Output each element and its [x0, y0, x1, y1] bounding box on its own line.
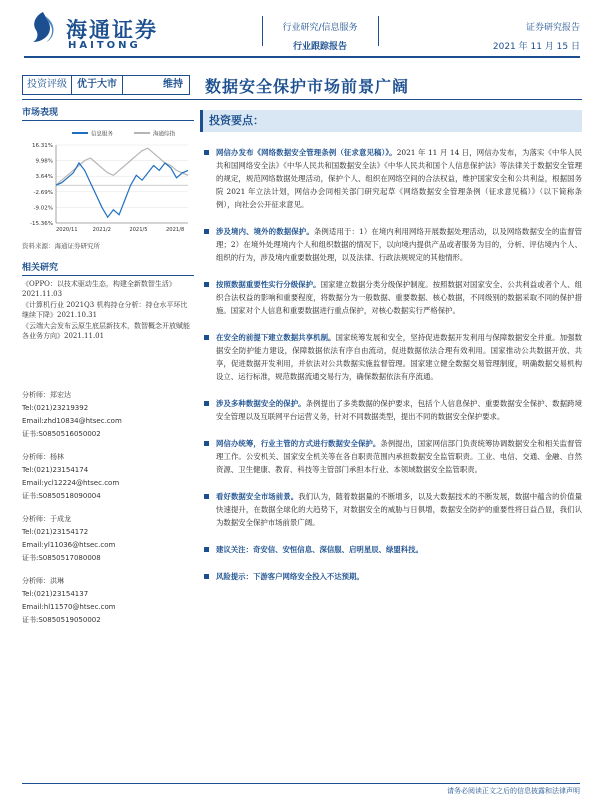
x-tick-label: 2021/5	[129, 227, 148, 233]
analyst-email[interactable]: Email:yl11036@htsec.com	[22, 541, 116, 549]
analyst-name: 分析师：洪琳	[22, 577, 64, 585]
header-date: 2021 年 11 月 15 日	[492, 42, 580, 52]
x-tick-label: 2021/2	[92, 227, 111, 233]
x-tick-label: 2021/8	[166, 227, 185, 233]
y-tick-label: 9.98%	[35, 158, 53, 165]
y-tick-label: 3.64%	[35, 174, 53, 181]
key-point-lead: 看好数据安全市场前景。	[216, 492, 299, 501]
analyst-card	[22, 575, 192, 627]
analyst-email[interactable]: Email:ycl12224@htsec.com	[22, 479, 120, 487]
analyst-cert: 证书:S0850518090004	[22, 492, 101, 500]
series-line	[56, 163, 188, 217]
logo-text-cn: 海通证券	[66, 17, 158, 42]
series-line	[56, 148, 188, 185]
analyst-email[interactable]: Email:zhd10834@htsec.com	[22, 417, 122, 425]
key-point	[200, 397, 582, 423]
related-research-item[interactable]: 《云端大会发布云原生底层新技术，数智概念开放赋能各业务方向》2021.11.01	[22, 322, 190, 340]
analyst-email[interactable]: Email:hl11570@htsec.com	[22, 603, 116, 611]
analyst-name: 分析师：郑宏达	[22, 391, 71, 399]
key-point-lead: 网信办统筹，行业主管的方式进行数据安全保护。	[216, 439, 381, 448]
analyst-card	[22, 513, 192, 565]
related-research-item[interactable]: 《OPPO：以技术驱动生态，构建全新数智生活》2021.11.03	[22, 280, 176, 298]
analyst-tel: Tel:(021)23154174	[22, 466, 89, 474]
market-chart-svg	[22, 127, 194, 235]
analyst-tel: Tel:(021)23154137	[22, 590, 89, 598]
title-rule	[22, 99, 582, 100]
x-tick-label: 2020/11	[56, 227, 78, 233]
key-point-text: 国家统筹发展和安全，坚持促进数据开发利用与保障数据安全并重。加强数据安全防护能力建设，保障数据依法有序自由流动，促进数据依法合理有效利用。国家推动公共数据开放、共享，促进数据开发利用，并依法对公共数据实施监督管理。国家建立健全数据交易管理制度，明确数据交易机构设立、运行标准，规范数据流通交易行为，确保数据依法有序流通。	[216, 333, 582, 381]
logo-mark-icon	[28, 10, 58, 44]
related-research-list	[22, 279, 194, 341]
header-divider	[262, 16, 263, 46]
market-performance-chart	[22, 127, 194, 235]
key-point	[200, 570, 582, 583]
header-divider	[378, 16, 379, 46]
key-point	[200, 490, 582, 529]
footer-disclaimer: 请务必阅读正文之后的信息披露和法律声明	[447, 787, 580, 795]
key-point-text: 2021 年 11 月 14 日，网信办发布，为落实《中华人民共和国网络安全法》《中华人民共和国数据安全法》《中华人民共和国个人信息保护法》等法律关于数据安全管理的规定，规范网络数据处理活动，保护个人、组织在网络空间的合法权益，维护国家安全和公共利益，根据国务院 2021 年立法计划，网信办会同相关部门研究起草《网络数据安全管理条例（征求意见稿）》（以下简称条例），向社会公开征求意见。	[216, 148, 582, 209]
key-point-lead: 建议关注：奇安信、安恒信息、深信服、启明星辰、绿盟科技。	[216, 545, 423, 554]
header-meta-block	[450, 20, 580, 52]
header-rule	[24, 56, 580, 58]
rating-label: 投资评级	[23, 76, 72, 94]
y-tick-label: -9.02%	[33, 205, 53, 212]
company-logo	[28, 10, 188, 50]
analyst-cert: 证书:S0850517080008	[22, 554, 101, 562]
related-research	[22, 260, 194, 341]
analyst-card	[22, 389, 192, 441]
analyst-name: 分析师：于成龙	[22, 515, 71, 523]
legend-label: 信息服务	[91, 131, 114, 138]
key-point-text: 条例提出，国家网信部门负责统筹协调数据安全和相关监督管理工作。公安机关、国家安全机关等在各自职责范围内承担数据安全监管职责。工业、电信、交通、金融、自然资源、卫生健康、教育、科技等主管部门承担本行业、本领域数据安全监管职责。	[216, 439, 582, 474]
key-point-text: 我们认为，随着数据量的不断增多，以及大数据技术的不断发展，数据中蕴含的价值量快速提升，在数据全球化的大趋势下，对数据安全的威胁与日俱增，数据安全防护的重要性将日益凸显，我们认为数据安全保护市场前景广阔。	[216, 492, 582, 527]
header-category: 行业研究/信息服务	[282, 23, 358, 33]
market-performance-label: 市场表现	[22, 105, 194, 121]
key-point	[200, 437, 582, 476]
key-point-lead: 涉及境内、境外的数据保护。	[216, 227, 314, 236]
y-tick-label: -2.69%	[33, 189, 53, 196]
rating-value: 优于大市	[72, 76, 123, 94]
key-point-text: 条例适用于：1）在境内利用网络开展数据处理活动，以及网络数据安全的监督管理；2）在境外处理境内个人和组织数据的情况下，以向境内提供产品或者服务为目的，分析、评估境内个人、组织的行为，涉及境内重要数据处理，以及法律、行政法规规定的其他情形。	[216, 227, 582, 262]
report-title: 数据安全保护市场前景广阔	[205, 77, 410, 96]
header-category-block	[270, 20, 370, 52]
key-point	[200, 331, 582, 383]
key-points-list	[200, 146, 582, 583]
analyst-name: 分析师：杨林	[22, 453, 64, 461]
analyst-cert: 证书:S0850519050002	[22, 616, 101, 624]
analyst-card	[22, 451, 192, 503]
right-column	[200, 110, 582, 597]
y-tick-label: 16.31%	[32, 143, 53, 149]
analyst-cert: 证书:S0850516050002	[22, 430, 101, 438]
key-point-lead: 风险提示：下游客户网络安全投入不达预期。	[216, 572, 364, 581]
rating-action: 维持	[163, 79, 183, 90]
related-research-label: 相关研究	[22, 260, 194, 276]
rating-box	[22, 75, 190, 95]
key-point-lead: 网信办发布《网络数据安全管理条例（征求意见稿）》。	[216, 148, 397, 157]
chart-source: 资料来源：海通证券研究所	[22, 242, 100, 250]
key-point-lead: 在安全的前提下建立数据共享机制。	[216, 333, 336, 342]
key-point	[200, 543, 582, 556]
logo-text-en: HAITONG	[68, 40, 141, 51]
key-points-heading: 投资要点：	[200, 110, 582, 132]
key-point-text: 国家建立数据分类分级保护制度。按照数据对国家安全、公共利益或者个人、组织合法权益的影响和重要程度，将数据分为一般数据、重要数据、核心数据，不同级别的数据采取不同的保护措施。国家对个人信息和重要数据进行重点保护，对核心数据实行严格保护。	[216, 280, 582, 315]
footer-rule	[22, 783, 580, 784]
key-point	[200, 225, 582, 264]
key-point-lead: 按照数据重要性实行分级保护。	[216, 280, 321, 289]
legend-label: 海通综指	[153, 131, 176, 138]
analyst-tel: Tel:(021)23219392	[22, 404, 89, 412]
key-point-lead: 涉及多种数据安全的保护。	[216, 399, 306, 408]
header-report-kind: 证券研究报告	[525, 23, 580, 33]
key-point	[200, 146, 582, 211]
left-column	[22, 105, 194, 342]
header-report-type: 行业跟踪报告	[292, 42, 347, 52]
key-point-text: 条例提出了多类数据的保护要求，包括个人信息保护、重要数据安全保护、数据跨境安全管理以及互联网平台运营义务，针对不同数据类型，提出不同的数据安全保护要求。	[216, 399, 582, 421]
key-point	[200, 278, 582, 317]
analyst-tel: Tel:(021)23154172	[22, 528, 89, 536]
related-research-item[interactable]: 《计算机行业 2021Q3 机构持仓分析：持仓水平环比继续下降》2021.10.31	[22, 301, 188, 319]
analyst-list	[22, 389, 192, 637]
y-tick-label: -15.36%	[30, 221, 53, 227]
